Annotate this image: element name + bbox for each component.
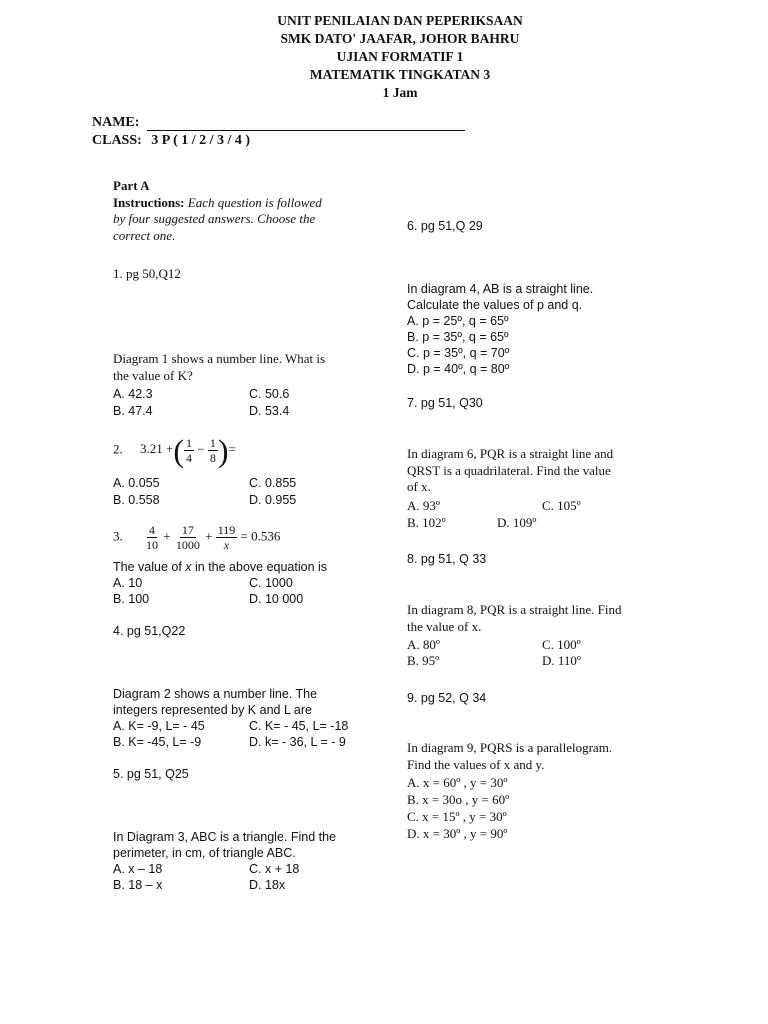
name-field[interactable] xyxy=(92,115,465,131)
header-line-3: UJIAN FORMATIF 1 xyxy=(336,49,464,64)
q3-plus-2: + xyxy=(205,528,213,544)
q2-option-b[interactable]: B. 0.558 xyxy=(113,493,160,507)
q7-option-c[interactable]: C. 105º xyxy=(542,498,581,513)
q2-right-paren: ) xyxy=(217,432,229,469)
q5-stem-line-2: perimeter, in cm, of triangle ABC. xyxy=(113,846,296,860)
q5-option-c[interactable]: C. x + 18 xyxy=(249,862,300,876)
q8-stem xyxy=(407,602,621,635)
instructions-line-3: correct one. xyxy=(113,227,176,243)
q7-stem-line-2: QRST is a quadrilateral. Find the value xyxy=(407,462,611,478)
q8-stem-line-2: the value of x. xyxy=(407,618,482,634)
q4-option-b[interactable]: B. K= -45, L= -9 xyxy=(113,735,202,749)
q7-option-a[interactable]: A. 93º xyxy=(407,498,440,513)
q2-option-d[interactable]: D. 0.955 xyxy=(249,493,297,507)
q7-option-d[interactable]: D. 109º xyxy=(497,515,537,530)
q2-expression xyxy=(113,432,236,469)
header-line-5: 1 Jam xyxy=(382,85,418,100)
q2-option-a[interactable]: A. 0.055 xyxy=(113,476,160,490)
name-label: NAME: xyxy=(92,115,140,130)
q9-stem-line-1: In diagram 9, PQRS is a parallelogram. xyxy=(407,740,613,755)
q1-ref: 1. pg 50,Q12 xyxy=(113,266,181,281)
q9-ref: 9. pg 52, Q 34 xyxy=(407,691,487,705)
q3-fraction-2: $\frac{17}{1000}$ xyxy=(175,523,200,552)
q3-option-d[interactable]: D. 10 000 xyxy=(249,592,304,606)
q4-stem-line-1: Diagram 2 shows a number line. The xyxy=(113,687,318,701)
q7-stem-line-3: of x. xyxy=(407,479,431,494)
header-line-1: UNIT PENILAIAN DAN PEPERIKSAAN xyxy=(277,13,523,28)
part-a-section xyxy=(113,178,322,244)
q1-stem xyxy=(113,351,325,384)
q3-equals: = 0.536 xyxy=(240,528,281,544)
q8-option-c[interactable]: C. 100º xyxy=(542,637,581,652)
q3-plus-1: + xyxy=(163,528,171,544)
exam-header xyxy=(0,12,768,102)
q3-fraction-1: $\frac{4}{10}$ xyxy=(146,523,158,552)
q1-stem-line-2: the value of K? xyxy=(113,367,193,383)
part-a-title: Part A xyxy=(113,178,150,193)
q6-stem-line-1: In diagram 4, AB is a straight line. xyxy=(407,282,594,296)
q2-number: 2. xyxy=(113,441,123,457)
q9-option-b[interactable]: B. x = 30o , y = 60º xyxy=(407,792,510,807)
q5-ref: 5. pg 51, Q25 xyxy=(113,767,189,781)
q5-option-a[interactable]: A. x – 18 xyxy=(113,862,163,876)
q6-ref: 6. pg 51,Q 29 xyxy=(407,219,483,233)
instructions-line-2: by four suggested answers. Choose the xyxy=(113,211,316,226)
q1-option-c[interactable]: C. 50.6 xyxy=(249,387,290,401)
q6-option-b[interactable]: B. p = 35º, q = 65º xyxy=(407,330,509,344)
q7-stem-line-1: In diagram 6, PQR is a straight line and xyxy=(407,446,614,461)
header-line-2: SMK DATO' JAAFAR, JOHOR BAHRU xyxy=(280,31,520,46)
q3-option-c[interactable]: C. 1000 xyxy=(249,576,293,590)
q9-stem xyxy=(407,740,612,773)
q1-option-b[interactable]: B. 47.4 xyxy=(113,404,153,418)
q8-option-d[interactable]: D. 110º xyxy=(542,653,581,668)
q6-stem-line-2: Calculate the values of p and q. xyxy=(407,298,583,312)
q8-ref: 8. pg 51, Q 33 xyxy=(407,552,487,566)
q2-equals: = xyxy=(228,441,236,457)
q3-stem: The value of x in the above equation is xyxy=(113,560,328,574)
q4-ref: 4. pg 51,Q22 xyxy=(113,624,186,638)
q1-option-a[interactable]: A. 42.3 xyxy=(113,387,153,401)
q6-option-d[interactable]: D. p = 40º, q = 80º xyxy=(407,362,510,376)
q4-stem-line-2: integers represented by K and L are xyxy=(113,703,312,717)
q2-whole: 3.21 + xyxy=(140,441,174,457)
q2-option-c[interactable]: C. 0.855 xyxy=(249,476,297,490)
q7-option-b[interactable]: B. 102º xyxy=(407,515,446,530)
q4-option-a[interactable]: A. K= -9, L= - 45 xyxy=(113,719,205,733)
q5-option-d[interactable]: D. 18x xyxy=(249,878,286,892)
q9-option-c[interactable]: C. x = 15º , y = 30º xyxy=(407,809,507,824)
q9-option-a[interactable]: A. x = 60º , y = 30º xyxy=(407,775,508,790)
q5-stem-line-1: In Diagram 3, ABC is a triangle. Find the xyxy=(113,830,337,844)
class-value: 3 P ( 1 / 2 / 3 / 4 ) xyxy=(151,133,251,148)
q2-fraction-2: $\frac{1}{8}$ xyxy=(209,436,216,465)
q4-option-c[interactable]: C. K= - 45, L= -18 xyxy=(249,719,349,733)
q2-left-paren: ( xyxy=(173,432,184,469)
class-label: CLASS: xyxy=(92,133,142,148)
q3-option-a[interactable]: A. 10 xyxy=(113,576,143,590)
q1-option-d[interactable]: D. 53.4 xyxy=(249,404,290,418)
q3-fraction-3: $\frac{119}{x}$ xyxy=(217,523,236,552)
q7-ref: 7. pg 51, Q30 xyxy=(407,396,483,410)
class-field xyxy=(92,133,250,149)
q5-option-b[interactable]: B. 18 – x xyxy=(113,878,163,892)
q2-fraction-1: $\frac{1}{4}$ xyxy=(186,436,192,465)
q8-option-b[interactable]: B. 95º xyxy=(407,653,440,668)
q8-option-a[interactable]: A. 80º xyxy=(407,637,440,652)
q2-minus: − xyxy=(197,441,205,457)
q9-option-d[interactable]: D. x = 30º , y = 90º xyxy=(407,826,508,841)
instructions-label: Instructions: xyxy=(113,194,185,210)
q3-option-b[interactable]: B. 100 xyxy=(113,592,150,606)
q4-option-d[interactable]: D. k= - 36, L = - 9 xyxy=(249,735,346,749)
q9-stem-line-2: Find the values of x and y. xyxy=(407,756,545,772)
q3-expression xyxy=(113,523,280,552)
q6-option-c[interactable]: C. p = 35º, q = 70º xyxy=(407,346,510,360)
q7-stem xyxy=(407,446,613,496)
q6-option-a[interactable]: A. p = 25º, q = 65º xyxy=(407,314,509,328)
header-line-4: MATEMATIK TINGKATAN 3 xyxy=(309,67,491,82)
instructions-line-1: Each question is followed xyxy=(187,194,322,210)
q1-stem-line-1: Diagram 1 shows a number line. What is xyxy=(113,351,326,366)
q3-number: 3. xyxy=(113,528,123,544)
name-blank-line[interactable] xyxy=(147,116,465,131)
q8-stem-line-1: In diagram 8, PQR is a straight line. Find xyxy=(407,602,622,617)
